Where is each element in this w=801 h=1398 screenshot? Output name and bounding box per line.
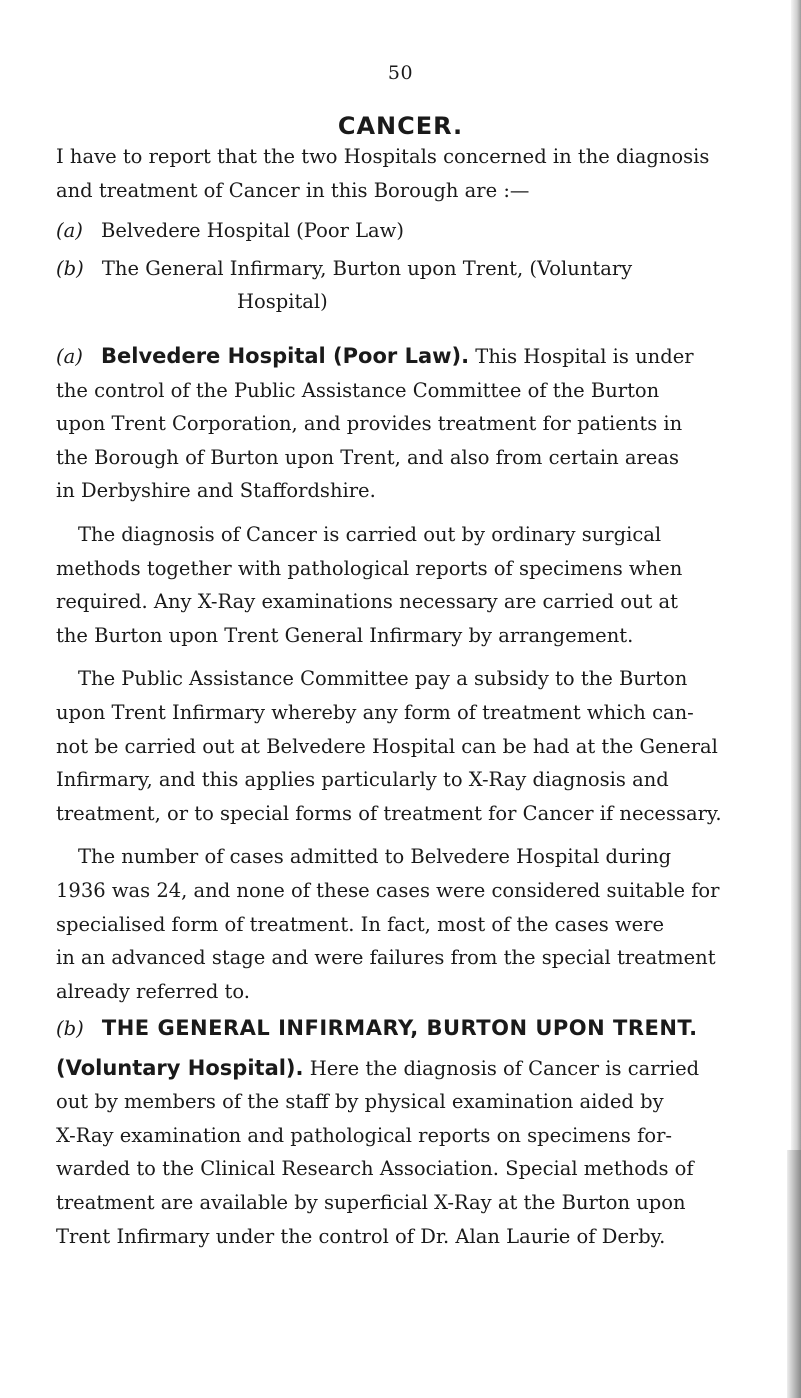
text-line: upon Trent Infirmary whereby any form of treatment which can- <box>56 700 694 724</box>
intro-line: I have to report that the two Hospitals concerned in the diagnosis <box>56 145 710 168</box>
section-label: (a) <box>56 345 83 368</box>
list-text: The General Infirmary, Burton upon Trent, (Voluntary <box>101 256 633 280</box>
section-b-heading: THE GENERAL INFIRMARY, BURTON UPON TRENT. <box>101 1016 698 1040</box>
text-line: in Derbyshire and Staffordshire. <box>56 479 376 503</box>
list-label: (b) <box>56 256 84 280</box>
text-line: This Hospital is under <box>469 345 694 368</box>
text-line: warded to the Clinical Research Association. Special methods of <box>56 1157 694 1181</box>
text-line: X-Ray examination and pathological reports on specimens for- <box>56 1123 672 1147</box>
section-a-first-line <box>56 340 796 374</box>
section-b-subheading: (Voluntary Hospital). <box>56 1055 304 1080</box>
text-line: already referred to. <box>56 979 250 1003</box>
intro-paragraph <box>56 140 796 207</box>
intro-line: and treatment of Cancer in this Borough are :— <box>56 178 530 202</box>
text-line: Here the diagnosis of Cancer is carried <box>303 1056 700 1080</box>
text-line: specialised form of treatment. In fact, most of the cases were <box>56 912 665 936</box>
section-a-heading: Belvedere Hospital (Poor Law). <box>101 344 470 368</box>
list-item-b <box>56 252 796 286</box>
list-label: (a) <box>56 219 83 242</box>
section-b-heading-line <box>56 1012 796 1046</box>
section-b <box>56 1012 796 1253</box>
text-line: in an advanced stage and were failures from the special treatment <box>56 946 716 970</box>
text-line: upon Trent Corporation, and provides treatment for patients in <box>56 412 683 436</box>
page-title: CANCER. <box>337 112 464 140</box>
text-line: not be carried out at Belvedere Hospital can be had at the General <box>56 734 718 758</box>
text-line: The diagnosis of Cancer is carried out by ordinary surgical <box>78 522 662 546</box>
text-line: The number of cases admitted to Belvedere Hospital during <box>78 845 672 869</box>
text-line: out by members of the staff by physical examination aided by <box>56 1090 664 1114</box>
text-line: 1936 was 24, and none of these cases were considered suitable for <box>56 878 720 902</box>
text-line: treatment are available by superficial X-Ray at the Burton upon <box>56 1190 686 1214</box>
text-line: Infirmary, and this applies particularly to X-Ray diagnosis and <box>56 768 669 792</box>
section-label: (b) <box>56 1017 84 1040</box>
hospital-list <box>56 214 796 319</box>
text-line: The Public Assistance Committee pay a subsidy to the Burton <box>78 667 688 691</box>
text-line: Trent Infirmary under the control of Dr. Alan Laurie of Derby. <box>56 1224 666 1248</box>
text-line: the Borough of Burton upon Trent, and also from certain areas <box>56 445 679 469</box>
list-item-a <box>56 214 796 248</box>
text-line: the control of the Public Assistance Committee of the Burton <box>56 378 660 402</box>
page-number: 50 <box>387 62 414 84</box>
list-text-continued: Hospital) <box>237 290 328 314</box>
list-text: Belvedere Hospital (Poor Law) <box>101 219 404 242</box>
text-line: required. Any X-Ray examinations necessary are carried out at <box>56 590 679 614</box>
text-line: the Burton upon Trent General Infirmary by arrangement. <box>56 623 634 647</box>
section-a <box>56 340 796 1008</box>
text-line: methods together with pathological reports of specimens when <box>56 556 683 580</box>
section-b-first-line <box>56 1052 796 1086</box>
text-line: treatment, or to special forms of treatment for Cancer if necessary. <box>56 801 722 825</box>
